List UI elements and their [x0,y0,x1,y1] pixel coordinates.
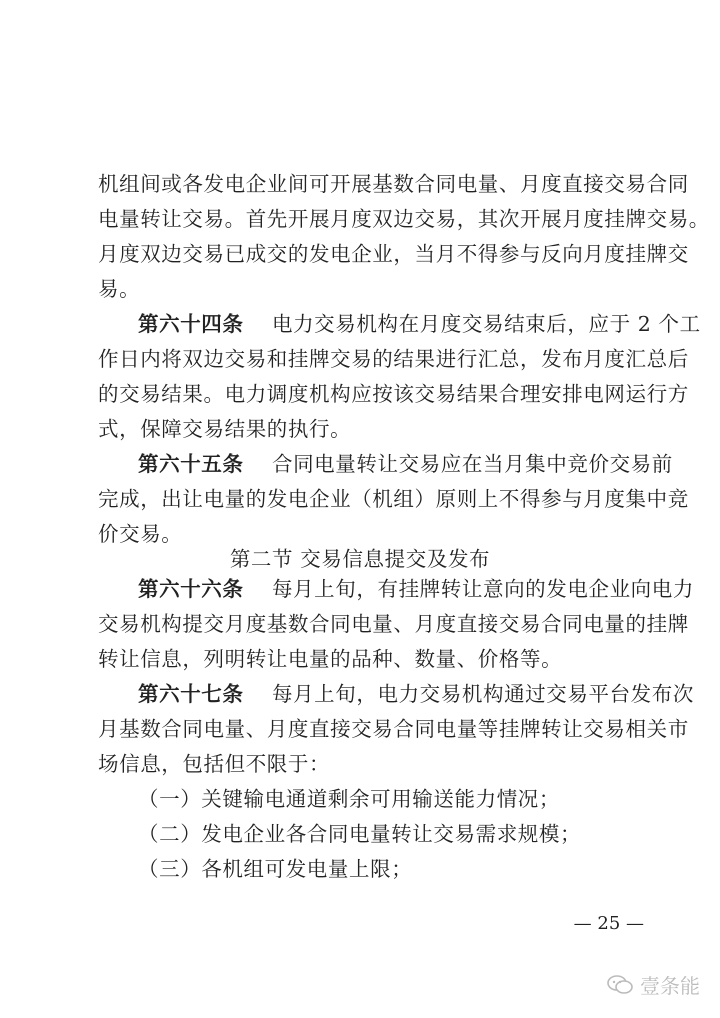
text-line: 月度双边交易已成交的发电企业，当月不得参与反向月度挂牌交 [98,242,689,266]
article-67 [138,680,698,708]
article-64-number: 第六十四条 [138,312,244,336]
text-line: 的交易结果。电力调度机构应按该交易结果合理安排电网运行方 [98,382,689,406]
text-line: 完成，出让电量的发电企业（机组）原则上不得参与月度集中竞 [98,487,689,511]
text-line: 交易机构提交月度基数合同电量、月度直接交易合同电量的挂牌 [98,612,689,636]
text-line: 转让信息，列明转让电量的品种、数量、价格等。 [98,647,563,671]
text-line: 月基数合同电量、月度直接交易合同电量等挂牌转让交易相关市 [98,717,689,741]
wechat-icon [606,974,634,996]
watermark [606,970,700,999]
article-65 [138,450,698,478]
watermark-label: 壹条能 [640,974,700,998]
text-line: 作日内将双边交易和挂牌交易的结果进行汇总，发布月度汇总后 [98,347,689,371]
text-line: 式，保障交易结果的执行。 [98,417,352,441]
list-item: （一）关键输电通道剩余可用输送能力情况； [138,787,560,811]
text-line: 机组间或各发电企业间可开展基数合同电量、月度直接交易合同 [98,172,689,196]
text-line: 场信息，包括但不限于： [98,752,331,776]
list-item: （二）发电企业各合同电量转让交易需求规模； [138,822,582,846]
article-66 [138,575,698,603]
section-heading: 第二节 交易信息提交及发布 [229,547,491,571]
article-65-number: 第六十五条 [138,452,244,476]
article-67-text: 每月上旬，电力交易机构通过交易平台发布次 [271,682,694,706]
article-67-number: 第六十七条 [138,682,244,706]
article-65-text: 合同电量转让交易应在当月集中竞价交易前 [271,452,673,476]
article-64-text: 电力交易机构在月度交易结束后，应于 2 个工 [271,312,701,336]
list-item: （三）各机组可发电量上限； [138,857,413,881]
text-line: 价交易。 [98,522,183,546]
article-66-text: 每月上旬，有挂牌转让意向的发电企业向电力 [271,577,694,601]
article-66-number: 第六十六条 [138,577,244,601]
article-64 [138,310,701,338]
text-line: 电量转让交易。首先开展月度双边交易，其次开展月度挂牌交易。 [98,207,710,231]
text-line: 易。 [98,277,141,301]
page-number: — 25 — [573,913,644,934]
